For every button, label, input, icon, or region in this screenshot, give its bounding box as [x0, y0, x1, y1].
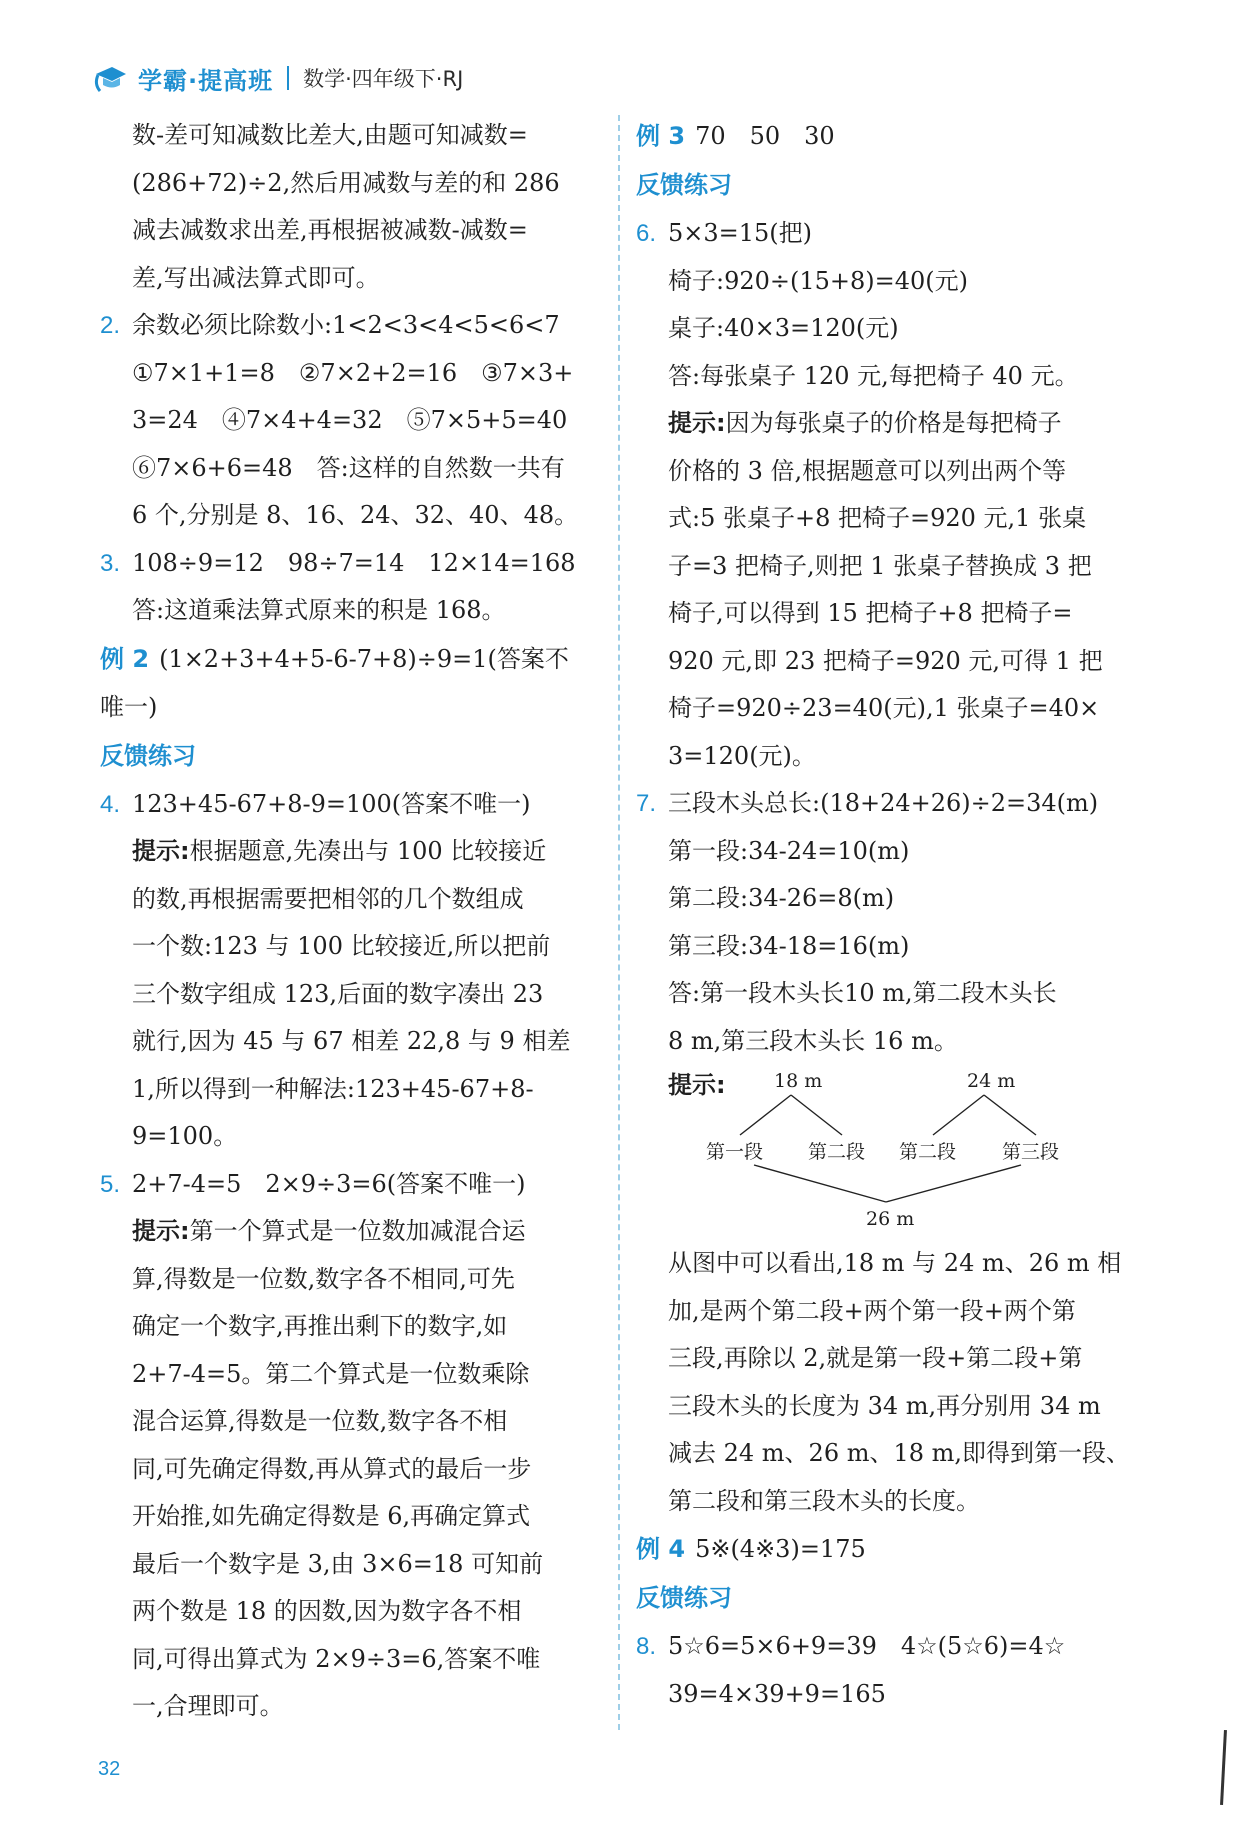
question-6: [636, 210, 1136, 780]
text-line: ⑥7×6+6=48 答:这样的自然数一共有: [132, 453, 565, 482]
text-line: 根据题意,先凑出与 100 比较接近: [189, 837, 547, 865]
text-line: 70 50 30: [695, 122, 835, 150]
text-line: 答:每张桌子 120 元,每把椅子 40 元。: [668, 361, 1079, 390]
question-number: 5.: [100, 1170, 121, 1198]
diagram-label: 26 m: [866, 1208, 915, 1230]
text-line: 9=100。: [132, 1122, 238, 1150]
text-line: 子=3 把椅子,则把 1 张桌子替换成 3 把: [668, 551, 1092, 580]
text-line: 一,合理即可。: [132, 1692, 284, 1720]
section-heading: 反馈练习: [636, 1584, 732, 1612]
text-line: 加,是两个第二段+两个第一段+两个第: [668, 1296, 1076, 1325]
text-line: 椅子:920÷(15+8)=40(元): [668, 266, 969, 295]
diagram-label: 第二段: [808, 1141, 866, 1163]
text-line: 第三段:34-18=16(m): [668, 931, 910, 960]
text-line: 三段木头总长:(18+24+26)÷2=34(m): [668, 789, 1099, 817]
diagram-label: 24 m: [967, 1070, 1016, 1092]
question-2: [100, 302, 605, 540]
text-line: 2+7-4=5。第二个算式是一位数乘除: [132, 1359, 530, 1388]
text-line: 差,写出减法算式即可。: [132, 263, 380, 292]
example-label: 例 4: [636, 1535, 686, 1563]
text-line: 一个数:123 与 100 比较接近,所以把前: [132, 932, 551, 960]
text-line: 5※(4※3)=175: [695, 1535, 866, 1563]
text-line: 式:5 张桌子+8 把椅子=920 元,1 张桌: [668, 504, 1087, 532]
graduation-cap-icon: [92, 60, 128, 96]
text-line: ①7×1+1=8 ②7×2+2=16 ③7×3+: [132, 358, 574, 387]
question-number: 7.: [636, 790, 657, 817]
diagram-line: [933, 1095, 984, 1135]
subject-title: 数学·四年级下·RJ: [303, 67, 464, 91]
text-line: 就行,因为 45 与 67 相差 22,8 与 9 相差: [132, 1027, 571, 1055]
question-7: [636, 780, 1136, 1065]
question-4: [100, 781, 605, 1161]
text-line: 答:这道乘法算式原来的积是 168。: [132, 596, 506, 624]
text-line: 5×3=15(把): [668, 219, 813, 247]
question-number: 6.: [636, 220, 657, 247]
text-line: 第一段:34-24=10(m): [668, 836, 910, 865]
text-line: 三段,再除以 2,就是第一段+第二段+第: [668, 1344, 1083, 1372]
diagram-line: [740, 1095, 791, 1135]
text-line: 从图中可以看出,18 m 与 24 m、26 m 相: [668, 1249, 1122, 1277]
hint-label: 提示:: [668, 409, 726, 437]
text-line: 5☆6=5×6+9=39 4☆(5☆6)=4☆: [668, 1632, 1066, 1660]
text-line: 8 m,第三段木头长 16 m。: [668, 1026, 958, 1055]
text-line: 第二段和第三段木头的长度。: [668, 1486, 980, 1515]
hint-label: 提示:: [132, 837, 190, 865]
page-number: 32: [98, 1758, 121, 1780]
text-line: 123+45-67+8-9=100(答案不唯一): [132, 789, 531, 818]
question-number: 2.: [100, 312, 121, 339]
text-line: 同,可先确定得数,再从算式的最后一步: [132, 1454, 532, 1483]
diagram-label: 18 m: [774, 1070, 823, 1092]
text-line: 3=120(元)。: [668, 741, 816, 770]
diagram-line: [886, 1165, 1021, 1202]
question-3: [100, 540, 605, 635]
question-5: [100, 1161, 605, 1731]
diagram-label: 第二段: [899, 1141, 957, 1163]
text-line: 开始推,如先确定得数是 6,再确定算式: [132, 1502, 531, 1530]
page-edge-mark: [1220, 1730, 1227, 1805]
question-number: 8.: [636, 1633, 657, 1660]
hint-label: 提示:: [668, 1071, 726, 1099]
text-line: 减去减数求出差,再根据被减数-减数=: [132, 216, 528, 244]
text-line: 3=24 ④7×4+4=32 ⑤7×5+5=40: [132, 406, 568, 434]
diagram-label: 第三段: [1002, 1141, 1060, 1163]
brand-title: 学霸·提高班: [138, 66, 274, 95]
continued-text: [100, 112, 605, 302]
hint-explanation: [636, 1240, 1136, 1525]
question-8: [636, 1623, 1136, 1718]
text-line: 39=4×39+9=165: [668, 1679, 886, 1708]
text-line: 两个数是 18 的因数,因为数字各不相: [132, 1597, 522, 1625]
text-line: 确定一个数字,再推出剩下的数字,如: [132, 1312, 508, 1340]
text-line: 三个数字组成 123,后面的数字凑出 23: [132, 979, 544, 1008]
text-line: 920 元,即 23 把椅子=920 元,可得 1 把: [668, 646, 1103, 675]
left-column: [100, 112, 605, 1731]
text-line: 唯一): [100, 692, 158, 721]
text-line: 数-差可知减数比差大,由题可知减数=: [132, 121, 528, 149]
text-line: 1,所以得到一种解法:123+45-67+8-: [132, 1074, 534, 1103]
diagram-line: [754, 1165, 886, 1202]
hint-label: 提示:: [132, 1217, 190, 1245]
text-line: 价格的 3 倍,根据题意可以列出两个等: [668, 456, 1067, 485]
text-line: (1×2+3+4+5-6-7+8)÷9=1(答案不: [159, 644, 569, 673]
segment-diagram: [636, 1065, 1136, 1240]
example-4: [636, 1525, 1136, 1573]
section-heading: 反馈练习: [636, 171, 732, 199]
example-label: 例 3: [636, 122, 686, 150]
page-header: [92, 58, 463, 98]
text-line: 桌子:40×3=120(元): [668, 314, 899, 342]
text-line: 6 个,分别是 8、16、24、32、40、48。: [132, 501, 579, 529]
text-line: 同,可得出算式为 2×9÷3=6,答案不唯: [132, 1644, 541, 1673]
text-line: 混合运算,得数是一位数,数字各不相: [132, 1407, 508, 1435]
text-line: 算,得数是一位数,数字各不相同,可先: [132, 1264, 515, 1293]
text-line: 2+7-4=5 2×9÷3=6(答案不唯一): [132, 1169, 526, 1198]
text-line: 椅子=920÷23=40(元),1 张桌子=40×: [668, 694, 1100, 722]
question-number: 3.: [100, 549, 121, 577]
text-line: 最后一个数字是 3,由 3×6=18 可知前: [132, 1549, 544, 1578]
diagram-label: 第一段: [706, 1141, 764, 1163]
text-line: 第二段:34-26=8(m): [668, 884, 895, 912]
question-number: 4.: [100, 790, 121, 818]
diagram-line: [791, 1095, 842, 1135]
text-line: 因为每张桌子的价格是每把椅子: [725, 409, 1062, 437]
text-line: 余数必须比除数小:1<2<3<4<5<6<7: [132, 311, 560, 339]
text-line: 三段木头的长度为 34 m,再分别用 34 m: [668, 1391, 1101, 1420]
text-line: 108÷9=12 98÷7=14 12×14=168: [132, 548, 576, 577]
text-line: 的数,再根据需要把相邻的几个数组成: [132, 884, 524, 913]
right-column: [636, 112, 1136, 1718]
text-line: 答:第一段木头长10 m,第二段木头长: [668, 979, 1057, 1007]
text-line: 第一个算式是一位数加减混合运: [189, 1217, 526, 1245]
text-line: (286+72)÷2,然后用减数与差的和 286: [132, 168, 560, 197]
example-3: [636, 112, 1136, 160]
text-line: 减去 24 m、26 m、18 m,即得到第一段、: [668, 1439, 1131, 1467]
diagram-line: [984, 1095, 1036, 1135]
section-heading: 反馈练习: [100, 741, 196, 770]
example-label: 例 2: [100, 644, 150, 673]
header-divider: [287, 66, 289, 90]
text-line: 椅子,可以得到 15 把椅子+8 把椅子=: [668, 599, 1073, 627]
column-divider: [618, 115, 620, 1730]
example-2: [100, 635, 605, 731]
